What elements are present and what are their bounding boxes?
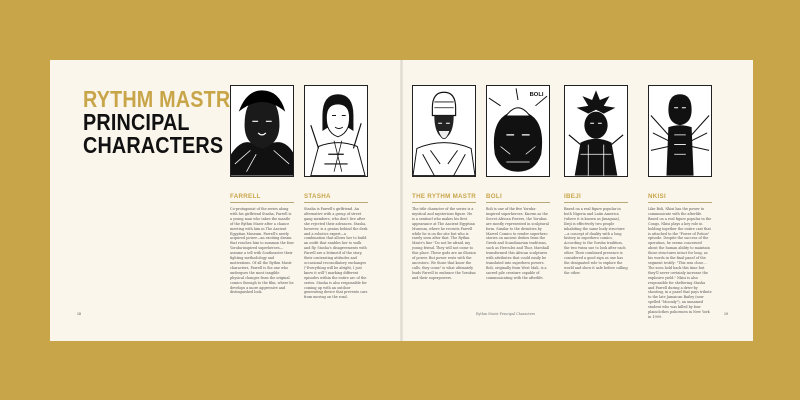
character-name: BOLI [486,193,502,200]
title-line-1: RYTHM MASTR [83,86,231,112]
character-column-rythm-mastr [412,85,476,327]
character-column-boli [486,85,550,327]
divider [564,202,628,203]
character-bio: Like Boli, Nkisi has the power to communicate with the afterlife. Based on a real figure popular in the Congo, Nkisi plays a key role in holding together the entire cast that is attached to the "Power of Potion" episode. Despite the success of the operation, he seems concerned about the human ability to maintain those structures intact for long, as his words in the final panel of the segment testify: "This was close.... The soon hold back this time but they'll never certainly increase the explosive yield." Nkisi is also responsible for sheltering Stasha and Farrell during a drive-by shooting, in a panel that pays tribute to the late Jamaican Bailey (now spelled "Moondy"), an unnamed student who was killed by four plainclothes policemen in New York in 1999. [648,207,712,319]
divider [648,202,712,203]
character-bio: Boli is one of the five Yoruba-inspired superheroes. Known as the Secret African Powers, the Yorubas are mostly represented in sculptural form. Similar to the divinities by Marvel Comics to render superhero stories on ancient deities from the Greek and Scandinavian traditions, such as Hercules and Thor, Marshall transformed this African sculptures with attributes that could easily be translated into superhero powers. Boli, originally from West Mali, is a sacred pile creature capable of communicating with the afterlife. [486,207,550,280]
nkisi-portrait-icon [648,85,712,177]
divider [412,202,476,203]
character-name: THE RYTHM MASTR [412,193,477,200]
character-bio: Stasha is Farrell's girlfriend. An alternative with a group of street gang members, who don't live after she rejected their advances. Stasha, however, is a genius behind the desk and a robotics expert—a combination that allows her to build an outfit that enables her to walk and fly. Stasha's disagreements with Farrell are a leitmotif of the story, their contrasting attitudes and occasional reconciliatory exchanges ("Everything will be alright, I just know it will") marking different episodes within the entire arc of the series. Stasha is also responsible for coming up with an outdoor generating device that prevents cars from moving on the road. [304,207,368,300]
character-bio: The title character of the series is a mystical and mysterious figure. He is a sentinel who makes his first appearance at The Ancient Egyptian Museum, where he recruits Farrell while he is on the site but who is rarely seen after that. The Rythm Mastr's line "Do not be afraid, my young friend. They will not come to this place. These gods are an illusion of power. But power rests with the ancestors. We those that know the calls, they come" is what ultimately leads Farrell to embrace the Yorubas and their superpowers. [412,207,476,280]
character-name: FARRELL [230,193,261,200]
page-title [83,88,230,157]
ibeji-portrait-icon [564,85,628,177]
page-gutter [400,60,403,341]
character-bio: Based on a real figure popular in both Nigeria and Latin America (where it is known as Jimaguas), Ibeji is effectively two people inhabiting the same body structure—a concept of duality with a long history in superhero comics. According to the Yoruba tradition, the two twins use to look after each other. Their combined presence is considered a good sign as one has the designated role to explore the world and show it safe before calling the other. [564,207,628,275]
book-spread [50,60,753,341]
character-name: STASHA [304,193,331,200]
stasha-portrait-icon [304,85,368,177]
character-column-ibeji [564,85,628,327]
running-head: Rythm Mastr Principal Characters [476,312,536,316]
divider [230,202,294,203]
character-column-nkisi [648,85,712,327]
title-line-2: PRINCIPAL [83,109,190,135]
page-number-right: 19 [724,312,728,316]
svg-text:BOLI: BOLI [529,92,544,99]
page-number-left: 18 [77,312,81,316]
farrell-portrait-icon [230,85,294,177]
character-bio: Co-protagonist of the series along with his girlfriend Stasha, Farrell is a young man who takes the mantle of the Rythm Mastr after a chance meeting with him in The Ancient Egyptian Museum. Farrell's newly acquired power—an exciting dream that reaches him to summon the four Yoruba-inspired superheroes—assume a tell with Southeaster their fighting methodology and motivations. Of all the Rythm Mastr characters, Farrell is the one who undergoes the most tangible physical changes from the original comics through to the film, where he develops a more aggressive and distinguished look. [230,207,294,295]
character-column-farrell [230,85,294,327]
divider [304,202,368,203]
character-name: IBEJI [564,193,581,200]
rythm-mastr-portrait-icon [412,85,476,177]
character-column-stasha [304,85,368,327]
boli-portrait-icon [486,85,550,177]
character-name: NKISI [648,193,667,200]
title-line-3: CHARACTERS [83,132,224,158]
divider [486,202,550,203]
